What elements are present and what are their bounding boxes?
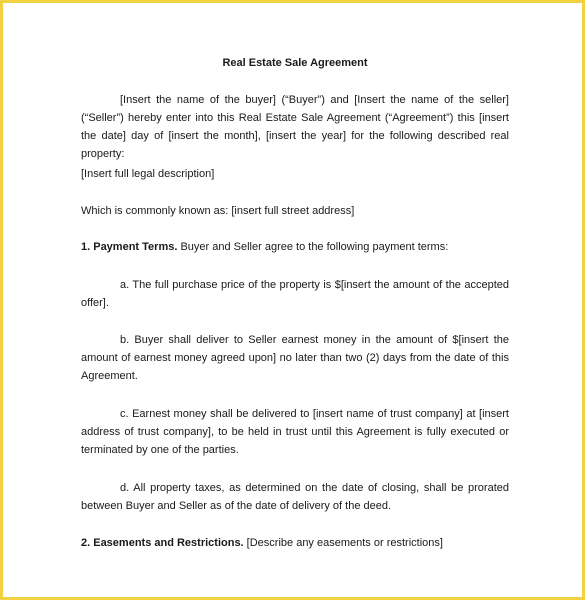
document-title: Real Estate Sale Agreement [222,57,368,69]
payment-item-d: d. All property taxes, as determined on the date of closing, shall be prorated between Buyer and Seller as of the date of delivery of the deed. [81,482,509,512]
intro-paragraph: [Insert the name of the buyer] (“Buyer”) and [Insert the name of the seller] (“Seller”) hereby enter into this Real Estate Sale Agreement (“Agreement”) this [insert the date] day of [insert the month], [insert the year] for the following described real property: [81,94,509,160]
payment-item-c: c. Earnest money shall be delivered to [insert name of trust company] at [insert address of trust company], to be held in trust until this Agreement is fully executed or terminated by one of the parties. [81,408,509,456]
easements-text: [Describe any easements or restrictions] [243,537,443,549]
legal-description-paragraph: [Insert full legal description] [81,168,215,180]
easements-heading: 2. Easements and Restrictions. [81,537,244,549]
payment-item-a: a. The full purchase price of the property is $[insert the amount of the accepted offer]. [81,279,509,309]
payment-item-b: b. Buyer shall deliver to Seller earnest money in the amount of $[insert the amount of earnest money agreed upon] no later than two (2) days from the date of this Agreement. [81,334,509,382]
payment-terms-heading: 1. Payment Terms. [81,241,178,253]
payment-terms-text: Buyer and Seller agree to the following payment terms: [177,241,449,253]
payment-terms-paragraph [81,238,509,256]
street-address-paragraph: Which is commonly known as: [insert full street address] [81,205,355,217]
easements-paragraph [81,534,509,552]
